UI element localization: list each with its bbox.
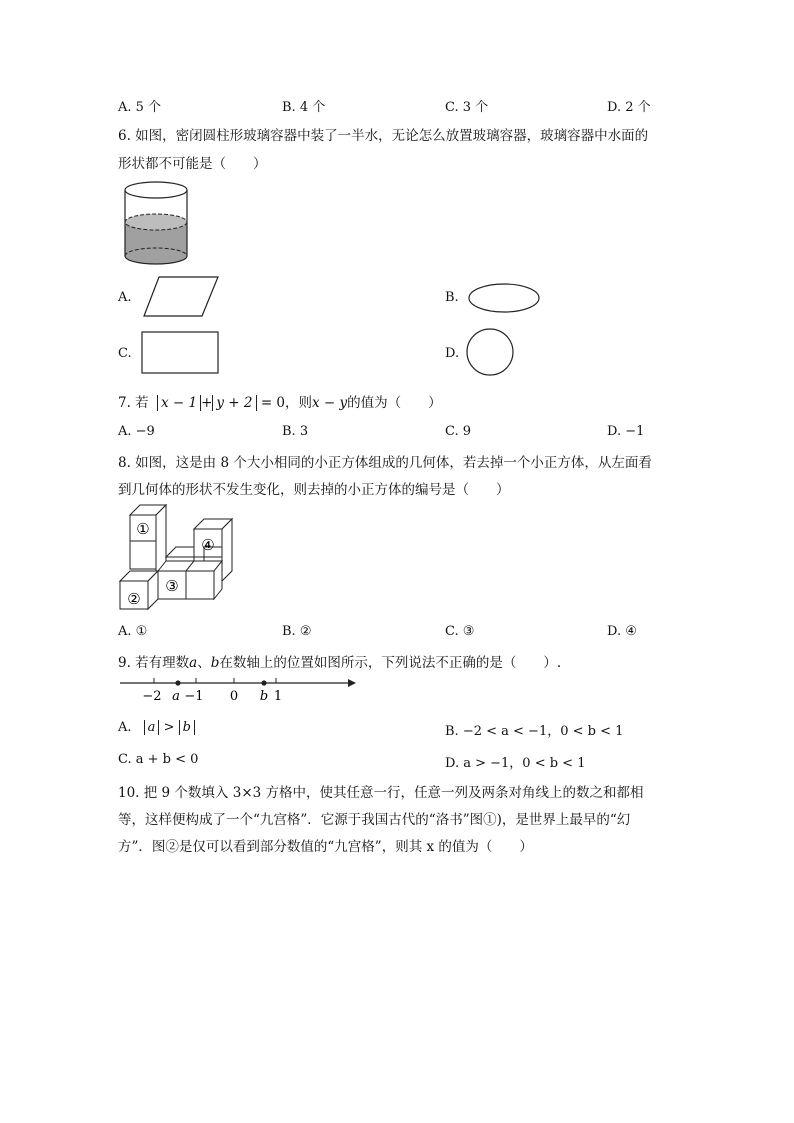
q7-abs-x: [157, 395, 201, 411]
axis-label-a: a: [172, 689, 180, 704]
q7-abs1: x − 1: [160, 395, 198, 411]
q6-option-d-label: D.: [445, 346, 460, 361]
cube-label-2: ②: [127, 590, 141, 608]
q6-option-a-label: A.: [118, 290, 132, 305]
axis-label-minus1: −1: [184, 689, 204, 704]
q9-option-d: D. a > −1，0 < b < 1: [445, 756, 586, 771]
q9-option-a-var-b: b: [182, 720, 191, 735]
q6-option-c-label: C.: [118, 346, 132, 361]
q9-stem-post: 在数轴上的位置如图所示，下列说法不正确的是（ ）.: [219, 655, 562, 671]
q7-prefix: 7. 若: [118, 395, 149, 411]
q9-var-a: a: [189, 655, 198, 671]
q10-line2: 等，这样便构成了一个“九宫格”．它源于我国古代的“洛书”图①)，是世界上最早的“幻: [118, 812, 631, 828]
q9-option-a-gt: >: [163, 720, 175, 735]
q7-expr: x − y: [312, 395, 348, 411]
q7-option-d: D. −1: [607, 424, 645, 439]
q9-option-a-label: A.: [118, 720, 132, 735]
cube-solid-figure: [118, 503, 238, 613]
q5-option-a: A. 5 个: [118, 100, 162, 115]
q6-option-b-label: B.: [445, 290, 459, 305]
q5-option-b: B. 4 个: [282, 100, 326, 115]
q10-line1: 10. 把 9 个数填入 3×3 方格中，使其任意一行，任意一列及两条对角线上的数之和都相: [118, 785, 644, 801]
q6-stem-line1: 6. 如图，密闭圆柱形玻璃容器中装了一半水，无论怎么放置玻璃容器，玻璃容器中水面的: [118, 128, 649, 144]
q5-option-d: D. 2 个: [607, 100, 651, 115]
q9-sep: 、: [197, 655, 211, 671]
q7-stem: [118, 391, 442, 411]
q7-option-c: C. 9: [445, 424, 472, 439]
q8-stem-line2: 到几何体的形状不发生变化，则去掉的小正方体的编号是（ ）: [118, 482, 510, 498]
ellipse-shape: [467, 282, 541, 316]
q8-option-a: A. ①: [118, 624, 148, 639]
q7-option-b: B. 3: [282, 424, 309, 439]
q7-eq: = 0，则: [260, 395, 313, 411]
parallelogram-shape: [143, 276, 219, 318]
axis-label-b: b: [259, 689, 269, 704]
q8-option-c: C. ③: [445, 624, 475, 639]
q9-stem-pre: 9. 若有理数: [118, 655, 190, 671]
cube-label-1: ①: [136, 520, 150, 538]
cube-label-3: ③: [165, 577, 179, 595]
q9-stem: [118, 651, 561, 671]
q9-option-a-var-a: a: [147, 720, 156, 735]
axis-label-minus2: −2: [142, 689, 162, 704]
q7-suffix: 的值为（ ）: [347, 395, 442, 411]
q8-stem-line1: 8. 如图，这是由 8 个大小相同的小正方体组成的几何体，若去掉一个小正方体，从左面看: [118, 455, 652, 471]
q7-plus: +: [201, 395, 213, 411]
q9-abs-a: [144, 720, 160, 735]
cube-label-4: ④: [201, 536, 215, 554]
q9-option-c: C. a + b < 0: [118, 752, 199, 767]
q8-option-b: B. ②: [282, 624, 312, 639]
q9-var-b: b: [210, 655, 220, 671]
cylinder-figure: [118, 178, 198, 268]
q6-stem-line2: 形状都不可能是（ ）: [118, 156, 267, 172]
q7-abs-y: [212, 395, 256, 411]
axis-label-zero: 0: [229, 689, 239, 704]
q10-line3: 方”．图②是仅可以看到部分数值的“九宫格”，则其 x 的值为（ ）: [118, 839, 533, 855]
number-line: [118, 674, 363, 706]
q7-abs2: y + 2: [216, 395, 253, 411]
q9-abs-b: [179, 720, 195, 735]
q7-option-a: A. −9: [118, 424, 155, 439]
axis-label-one: 1: [273, 689, 283, 704]
q9-option-b: B. −2 < a < −1，0 < b < 1: [445, 724, 624, 739]
q9-option-a: [118, 720, 195, 735]
rectangle-shape: [141, 331, 221, 375]
q5-option-c: C. 3 个: [445, 100, 489, 115]
circle-shape: [466, 328, 516, 378]
q8-option-d: D. ④: [607, 624, 637, 639]
